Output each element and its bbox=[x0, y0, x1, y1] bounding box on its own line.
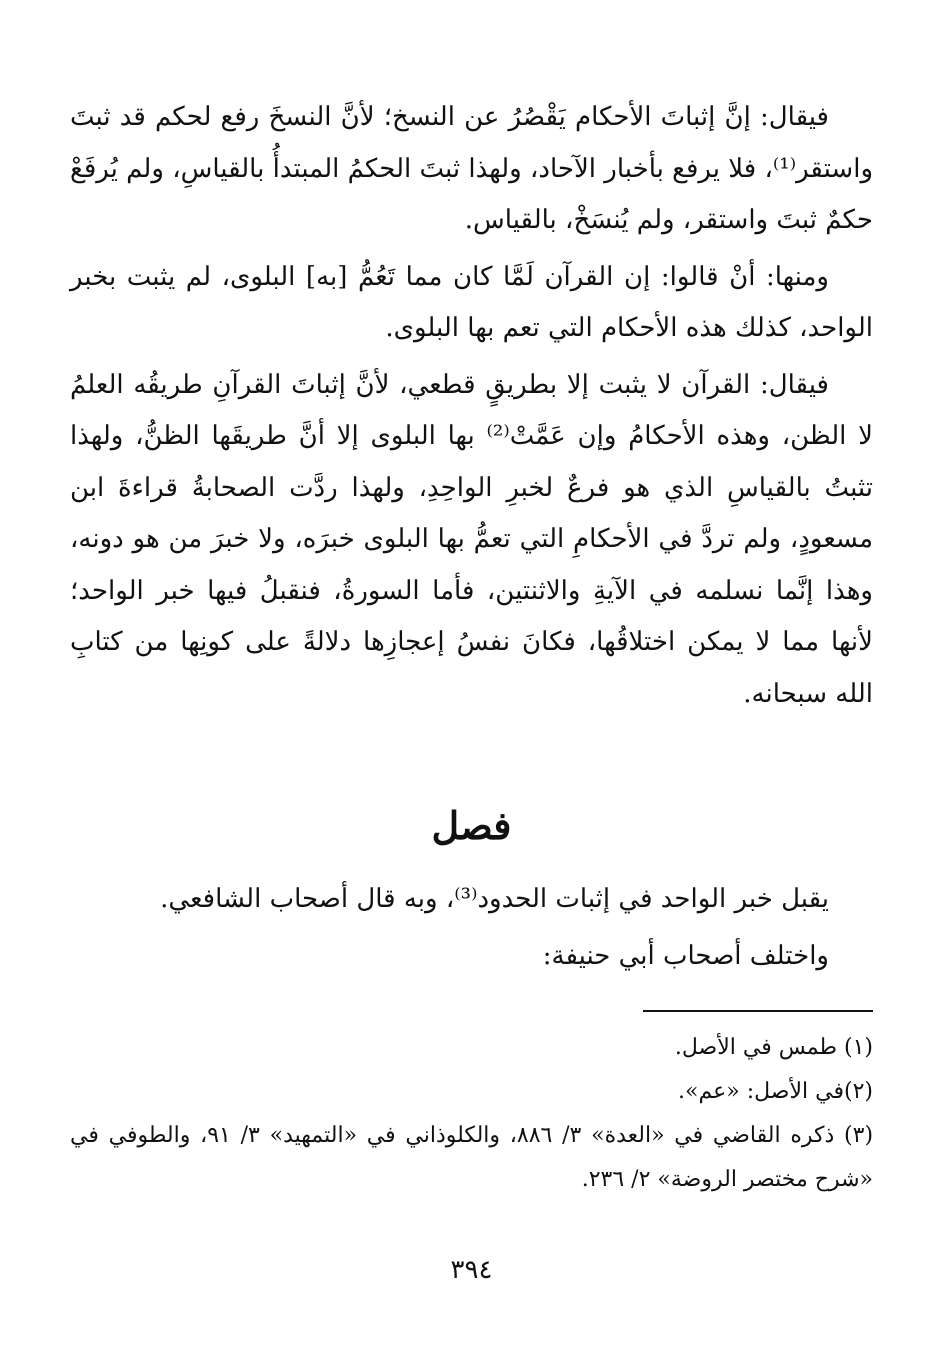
paragraph-5: واختلف أصحاب أبي حنيفة: bbox=[542, 940, 829, 971]
footnote-1: (١) طمس في الأصل. bbox=[674, 1035, 873, 1060]
paragraph-2: ومنها: أنْ قالوا: إن القرآن لَمَّا كان مما تَعُمُّ [به] البلوى، لم يثبت بخبر الواحد، كذلك هذه الأحكام التي تعم بها البلوى. bbox=[70, 261, 873, 343]
footnote-divider bbox=[643, 1010, 873, 1012]
page-body bbox=[70, 92, 873, 1367]
section-heading: فصل bbox=[431, 803, 512, 848]
page-number: ٣٩٤ bbox=[450, 1255, 493, 1285]
footnotes bbox=[70, 1026, 873, 1202]
paragraph-4: يقبل خبر الواحد في إثبات الحدود⁽³⁾، وبه قال أصحاب الشافعي. bbox=[160, 884, 829, 914]
footnote-3: (٣) ذكره القاضي في «العدة» ٣/ ٨٨٦، والكلوذاني في «التمهيد» ٣/ ٩١، والطوفي في «شرح مختصر الروضة» ٢/ ٢٣٦. bbox=[70, 1123, 874, 1192]
paragraph-1: فيقال: إنَّ إثباتَ الأحكام يَقْصُرُ عن النسخ؛ لأنَّ النسخَ رفع لحكم قد ثبتَ واستقر⁽¹⁾، فلا يرفع بأخبار الآحاد، ولهذا ثبتَ الحكمُ المبتدأُ بالقياسِ، ولم يُرفَعْ حكمٌ ثبتَ واستقر، ولم يُنسَخْ، بالقياس. bbox=[70, 102, 873, 235]
footnote-2: (٢)في الأصل: «عم». bbox=[678, 1079, 873, 1104]
paragraph-3: فيقال: القرآن لا يثبت إلا بطريقٍ قطعي، لأنَّ إثباتَ القرآنِ طريقُه العلمُ لا الظن، وهذه الأحكامُ وإن عَمَّتْ⁽²⁾ بها البلوى إلا أنَّ طريقَها الظنُّ، ولهذا تثبتُ بالقياسِ الذي هو فرعٌ لخبرِ الواحِدِ، ولهذا ردَّت الصحابةُ قراءةَ ابن مسعودٍ، ولم تردَّ في الأحكامِ التي تعمُّ بها البلوى خبرَه، ولا خبرَ من هو دونه، وهذا إنَّما نسلمه في الآيةِ والاثنتين، فأما السورةُ، فنقبلُ فيها خبر الواحد؛ لأنها مما لا يمكن اختلاقُها، فكانَ نفسُ إعجازِها دلالةً على كونِها من كتابِ الله سبحانه. bbox=[70, 369, 873, 709]
